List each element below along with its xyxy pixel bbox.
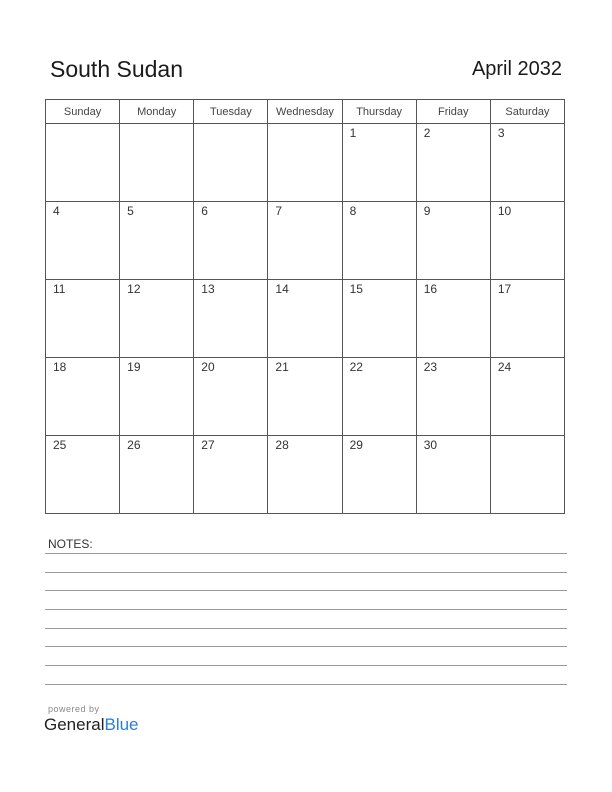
powered-by-text: powered by	[48, 704, 100, 714]
brand-name-general: General	[44, 715, 105, 734]
day-cell	[194, 124, 268, 202]
day-cell: 20	[194, 358, 268, 436]
weekday-thursday: Thursday	[342, 100, 416, 124]
month-title: April 2032	[471, 58, 562, 80]
day-cell: 10	[490, 202, 564, 280]
day-cell: 9	[416, 202, 490, 280]
day-cell: 18	[46, 358, 120, 436]
day-cell: 30	[416, 436, 490, 514]
note-line	[45, 553, 567, 554]
day-cell: 1	[342, 124, 416, 202]
week-row	[46, 280, 565, 358]
day-cell: 2	[416, 124, 490, 202]
note-line	[45, 590, 567, 591]
day-cell	[120, 124, 194, 202]
note-line	[45, 609, 567, 610]
note-line	[45, 572, 567, 573]
day-cell	[490, 436, 564, 514]
weekday-saturday: Saturday	[490, 100, 564, 124]
day-cell: 11	[46, 280, 120, 358]
day-cell: 27	[194, 436, 268, 514]
day-cell: 3	[490, 124, 564, 202]
day-cell: 4	[46, 202, 120, 280]
day-cell: 8	[342, 202, 416, 280]
note-line	[45, 646, 567, 647]
day-cell: 15	[342, 280, 416, 358]
week-row	[46, 436, 565, 514]
week-row	[46, 358, 565, 436]
week-row	[46, 124, 565, 202]
weekday-sunday: Sunday	[46, 100, 120, 124]
day-cell: 28	[268, 436, 342, 514]
country-title: South Sudan	[50, 56, 184, 82]
day-cell: 22	[342, 358, 416, 436]
day-cell: 25	[46, 436, 120, 514]
weekday-monday: Monday	[120, 100, 194, 124]
day-cell: 21	[268, 358, 342, 436]
day-cell: 14	[268, 280, 342, 358]
note-line	[45, 628, 567, 629]
day-cell: 23	[416, 358, 490, 436]
note-line	[45, 684, 567, 685]
note-line	[45, 665, 567, 666]
weekday-wednesday: Wednesday	[268, 100, 342, 124]
day-cell: 29	[342, 436, 416, 514]
day-cell: 19	[120, 358, 194, 436]
brand-name-blue: Blue	[104, 715, 139, 734]
calendar-grid	[45, 99, 565, 514]
day-cell: 24	[490, 358, 564, 436]
day-cell: 13	[194, 280, 268, 358]
day-cell: 17	[490, 280, 564, 358]
notes-label: NOTES:	[48, 537, 93, 551]
brand-logo	[44, 704, 139, 735]
day-cell: 12	[120, 280, 194, 358]
day-cell: 16	[416, 280, 490, 358]
weekday-tuesday: Tuesday	[194, 100, 268, 124]
day-cell: 7	[268, 202, 342, 280]
day-cell	[46, 124, 120, 202]
day-cell: 5	[120, 202, 194, 280]
weekday-header-row	[46, 100, 565, 124]
weekday-friday: Friday	[416, 100, 490, 124]
day-cell: 26	[120, 436, 194, 514]
week-row	[46, 202, 565, 280]
day-cell: 6	[194, 202, 268, 280]
day-cell	[268, 124, 342, 202]
brand-name	[44, 715, 139, 735]
